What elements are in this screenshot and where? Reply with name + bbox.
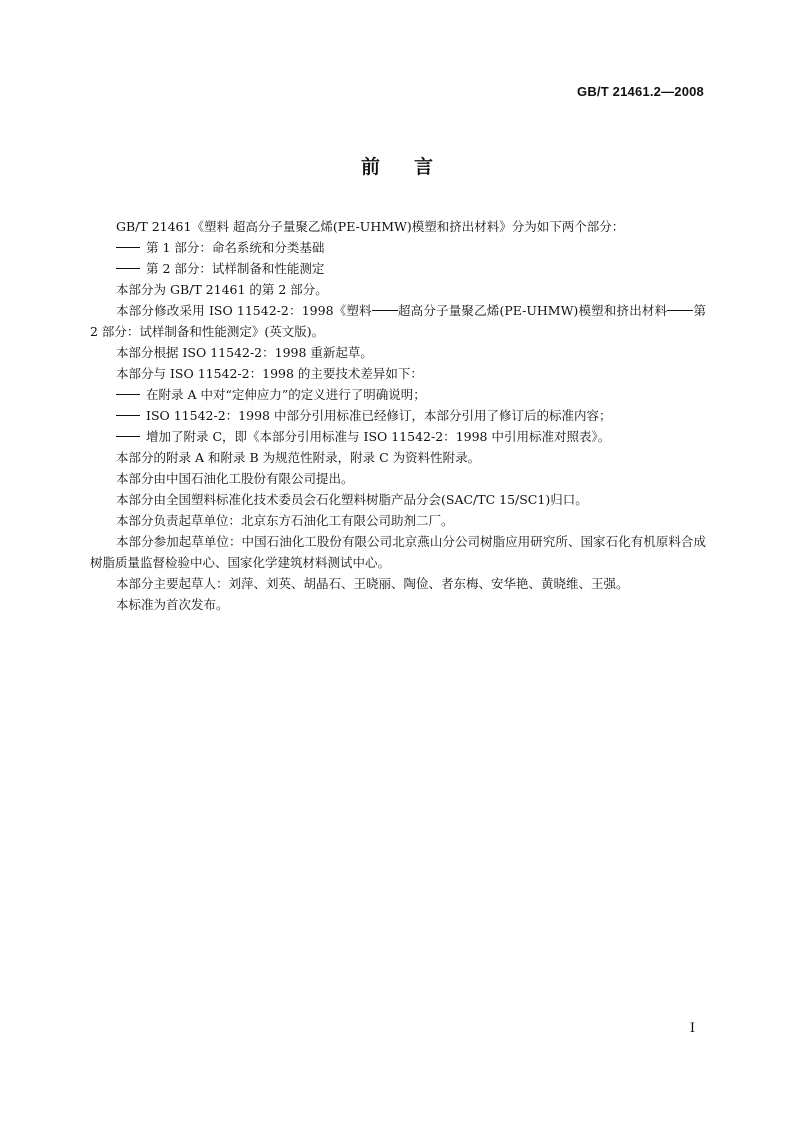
paragraph: 本部分主要起草人：刘萍、刘英、胡晶石、王晓丽、陶俭、者东梅、安华艳、黄晓维、王强。 <box>116 576 629 591</box>
paragraph: 本部分根据 ISO 11542-2：1998 重新起草。 <box>116 345 373 360</box>
em-dash-icon <box>116 415 140 416</box>
paragraph-text: 超高分子量聚乙烯(PE-UHMW)模塑和挤出材料 <box>397 303 668 318</box>
list-item <box>90 405 706 426</box>
list-item-text: 第 1 部分：命名系统和分类基础 <box>146 240 325 255</box>
paragraph: 本标准为首次发布。 <box>116 597 229 612</box>
page-title: 前言 <box>360 156 467 178</box>
list-item-text: ISO 11542-2：1998 中部分引用标准已经修订，本部分引用了修订后的标准内容； <box>146 408 612 423</box>
list-item-text: 第 2 部分：试样制备和性能测定 <box>146 261 325 276</box>
paragraph <box>90 300 706 342</box>
list-item-text: 增加了附录 C，即《本部分引用标准与 ISO 11542-2：1998 中引用标准对照表》。 <box>146 429 611 444</box>
paragraph-text: 第 2 部分：试样制备和性能测定》(英文版)。 <box>90 303 707 339</box>
paragraph: 本部分由中国石油化工股份有限公司提出。 <box>116 471 354 486</box>
em-dash-icon <box>116 247 140 248</box>
paragraph: 本部分为 GB/T 21461 的第 2 部分。 <box>116 282 328 297</box>
paragraph: 本部分负责起草单位：北京东方石油化工有限公司助剂二厂。 <box>116 513 454 528</box>
em-dash-icon <box>116 394 140 395</box>
list-item <box>90 258 706 279</box>
paragraph: GB/T 21461《塑料 超高分子量聚乙烯(PE-UHMW)模塑和挤出材料》分为如下两个部分： <box>116 219 625 234</box>
list-item-text: 在附录 A 中对“定伸应力”的定义进行了明确说明； <box>146 387 426 402</box>
paragraph: 本部分由全国塑料标准化技术委员会石化塑料树脂产品分会(SAC/TC 15/SC1)归口。 <box>116 492 588 507</box>
em-dash-icon <box>667 310 693 311</box>
list-item <box>90 384 706 405</box>
list-item <box>90 237 706 258</box>
em-dash-icon <box>116 436 140 437</box>
standard-number: GB/T 21461.2—2008 <box>577 84 704 99</box>
em-dash-icon <box>116 268 140 269</box>
paragraph-text: 本部分修改采用 ISO 11542-2：1998《塑料 <box>116 303 372 318</box>
paragraph: 本部分参加起草单位：中国石油化工股份有限公司北京燕山分公司树脂应用研究所、国家石化有机原料合成树脂质量监督检验中心、国家化学建筑材料测试中心。 <box>90 534 706 570</box>
foreword-body <box>90 216 706 615</box>
paragraph: 本部分的附录 A 和附录 B 为规范性附录，附录 C 为资料性附录。 <box>116 450 481 465</box>
paragraph: 本部分与 ISO 11542-2：1998 的主要技术差异如下： <box>116 366 423 381</box>
em-dash-icon <box>372 310 398 311</box>
page-number: I <box>689 1021 695 1036</box>
list-item <box>90 426 706 447</box>
